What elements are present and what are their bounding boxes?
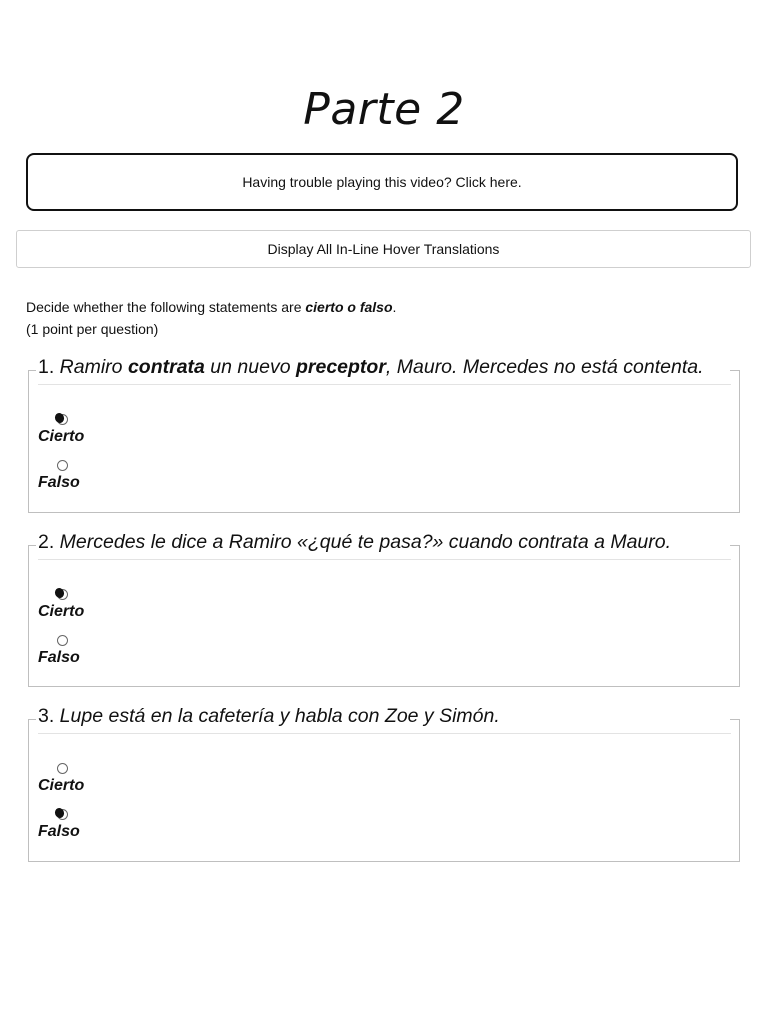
option-cierto[interactable] [38, 589, 84, 621]
question-text-part: Ramiro [54, 356, 128, 378]
video-help-text: Having trouble playing this video? Click here. [242, 174, 522, 190]
option-label[interactable]: Falso [38, 649, 80, 666]
question-text-bold: preceptor [295, 356, 386, 378]
radio-cierto[interactable] [57, 414, 68, 425]
option-label[interactable]: Falso [38, 474, 80, 491]
question-1 [28, 356, 740, 513]
question-3 [28, 705, 740, 862]
instructions-line-1 [26, 296, 396, 318]
question-number: 2. [38, 531, 55, 553]
radio-falso[interactable] [57, 460, 68, 471]
instructions-line-2: (1 point per question) [26, 321, 159, 337]
instructions-suffix: . [392, 299, 397, 315]
question-text-part: Mercedes le dice a Ramiro «¿qué te pasa?» cuando contrata a Mauro. [54, 531, 672, 553]
option-label[interactable]: Cierto [38, 428, 85, 445]
question-number: 1. [38, 356, 55, 378]
radio-falso[interactable] [57, 635, 68, 646]
instructions-prefix: Decide whether the following statements are [26, 299, 306, 315]
instructions [26, 296, 396, 340]
video-help-link[interactable] [26, 153, 738, 211]
radio-falso[interactable] [57, 809, 68, 820]
question-text-bold: contrata [127, 356, 205, 378]
option-cierto[interactable] [38, 763, 84, 795]
option-falso[interactable] [38, 635, 80, 667]
option-label[interactable]: Falso [38, 823, 80, 840]
option-cierto[interactable] [38, 414, 84, 446]
option-falso[interactable] [38, 460, 80, 492]
radio-cierto[interactable] [57, 763, 68, 774]
page-title: Parte 2 [303, 84, 465, 135]
question-text-part: un nuevo [204, 356, 296, 378]
radio-cierto[interactable] [57, 589, 68, 600]
question-3-text [38, 705, 502, 728]
display-translations-label: Display All In-Line Hover Translations [267, 241, 500, 257]
option-label[interactable]: Cierto [38, 777, 85, 794]
display-translations-button[interactable] [16, 230, 751, 268]
question-2 [28, 531, 740, 687]
question-text-part: Lupe está en la cafetería y habla con Zoe y Simón. [54, 705, 500, 727]
instructions-emphasis: cierto o falso [305, 299, 393, 315]
question-2-text [38, 531, 673, 554]
option-label[interactable]: Cierto [38, 603, 85, 620]
option-falso[interactable] [38, 809, 80, 841]
question-number: 3. [38, 705, 55, 727]
question-1-text [38, 356, 706, 379]
question-text-part: , Mauro. Mercedes no está contenta. [385, 356, 704, 378]
